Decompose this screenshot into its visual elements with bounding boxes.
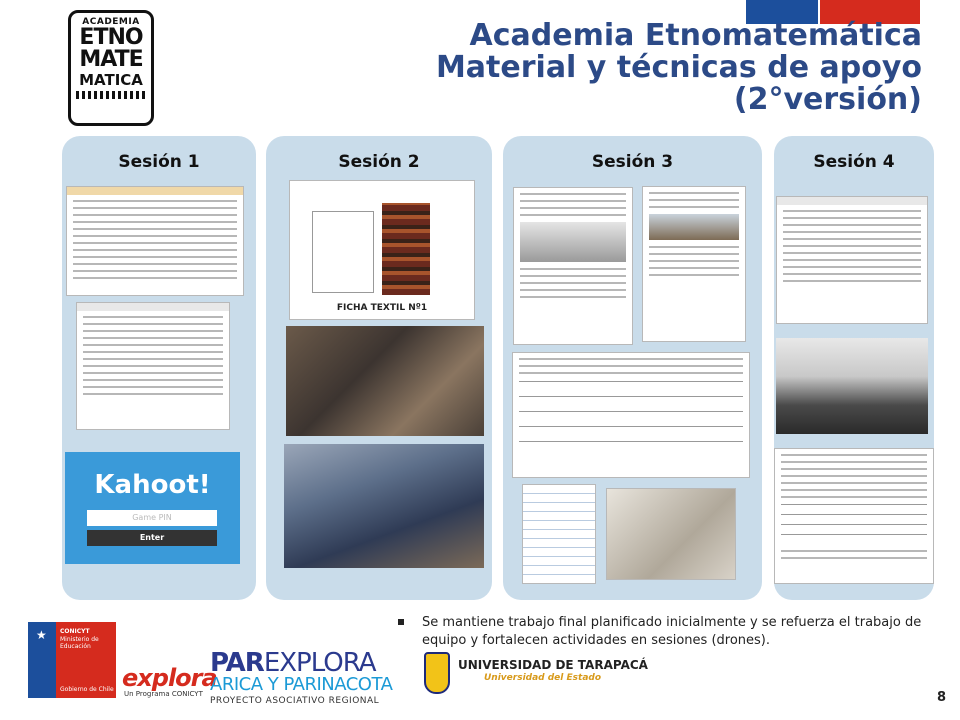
bullet-text: Se mantiene trabajo final planificado inicialmente y se refuerza el trabajo de equipo y fortalecen actividades en sesiones (drones). bbox=[422, 615, 922, 648]
uta-shield-icon bbox=[424, 652, 450, 694]
page-title bbox=[436, 20, 922, 116]
bullet-marker bbox=[398, 619, 404, 625]
textile-image bbox=[382, 203, 430, 295]
session4-form-thumbnail bbox=[776, 196, 928, 324]
table-grid bbox=[519, 380, 743, 456]
session2-ficha-textil-thumbnail bbox=[289, 180, 475, 320]
session3-table-sheet bbox=[512, 352, 750, 478]
logo-line-4: MATICA bbox=[79, 71, 143, 89]
session4-evaluation-sheet bbox=[774, 448, 934, 584]
proyecto-text: PROYECTO ASOCIATIVO REGIONAL bbox=[210, 696, 380, 706]
parexplora-rest: EXPLORA bbox=[263, 648, 376, 678]
session-label-3: Sesión 3 bbox=[591, 152, 674, 172]
evaluation-table bbox=[781, 504, 927, 544]
logo-pattern bbox=[76, 91, 146, 99]
session-label-2: Sesión 2 bbox=[338, 152, 420, 172]
conicyt-sub-text: Ministerio de Educación bbox=[60, 636, 99, 650]
session-label-1: Sesión 1 bbox=[118, 152, 200, 172]
conicyt-logo bbox=[28, 622, 116, 698]
arica-text: ARICA Y PARINACOTA bbox=[210, 674, 393, 695]
uta-name: UNIVERSIDAD DE TARAPACÁ bbox=[458, 658, 648, 672]
title-line-3: (2°versión) bbox=[733, 82, 922, 117]
ficha-label: FICHA TEXTIL Nº1 bbox=[336, 303, 428, 313]
page-number: 8 bbox=[936, 690, 946, 705]
logo-line-2: ETNO bbox=[79, 25, 143, 50]
session4-presentation-photo bbox=[776, 338, 928, 434]
session1-form-thumbnail bbox=[76, 302, 230, 430]
worksheet-landscape bbox=[649, 214, 739, 240]
kahoot-pin-field: Game PIN bbox=[87, 510, 217, 526]
kahoot-screen bbox=[65, 452, 240, 564]
ficha-text-box bbox=[312, 211, 374, 293]
logo-line-1: ACADEMIA bbox=[82, 17, 140, 27]
explora-sub-text: Un Programa CONICYT bbox=[124, 690, 203, 698]
kahoot-enter-button: Enter bbox=[87, 530, 217, 546]
session2-students-photo-2 bbox=[284, 444, 484, 568]
session-label-4: Sesión 4 bbox=[813, 152, 895, 172]
explora-logo: explora bbox=[122, 664, 217, 692]
session3-worksheet-2 bbox=[642, 186, 746, 342]
title-line-2: Material y técnicas de apoyo bbox=[435, 50, 922, 85]
summary-bullet bbox=[398, 614, 938, 650]
worksheet-image bbox=[520, 222, 626, 262]
star-icon: ★ bbox=[36, 628, 47, 642]
session1-document-thumbnail bbox=[66, 186, 244, 296]
session3-worksheet-1 bbox=[513, 187, 633, 345]
gobierno-text: Gobierno de Chile bbox=[60, 686, 114, 693]
title-line-1: Academia Etnomatemática bbox=[469, 18, 922, 53]
parexplora-bold: PAR bbox=[210, 648, 264, 678]
session3-drawing bbox=[606, 488, 736, 580]
uta-sub-text: Universidad del Estado bbox=[484, 673, 602, 683]
conicyt-text: CONICYT bbox=[60, 628, 90, 635]
logo-line-3: MATE bbox=[79, 47, 143, 72]
session3-grid-paper bbox=[522, 484, 596, 584]
session2-students-photo-1 bbox=[286, 326, 484, 436]
academia-logo bbox=[68, 10, 154, 126]
kahoot-logo: Kahoot! bbox=[94, 470, 211, 500]
